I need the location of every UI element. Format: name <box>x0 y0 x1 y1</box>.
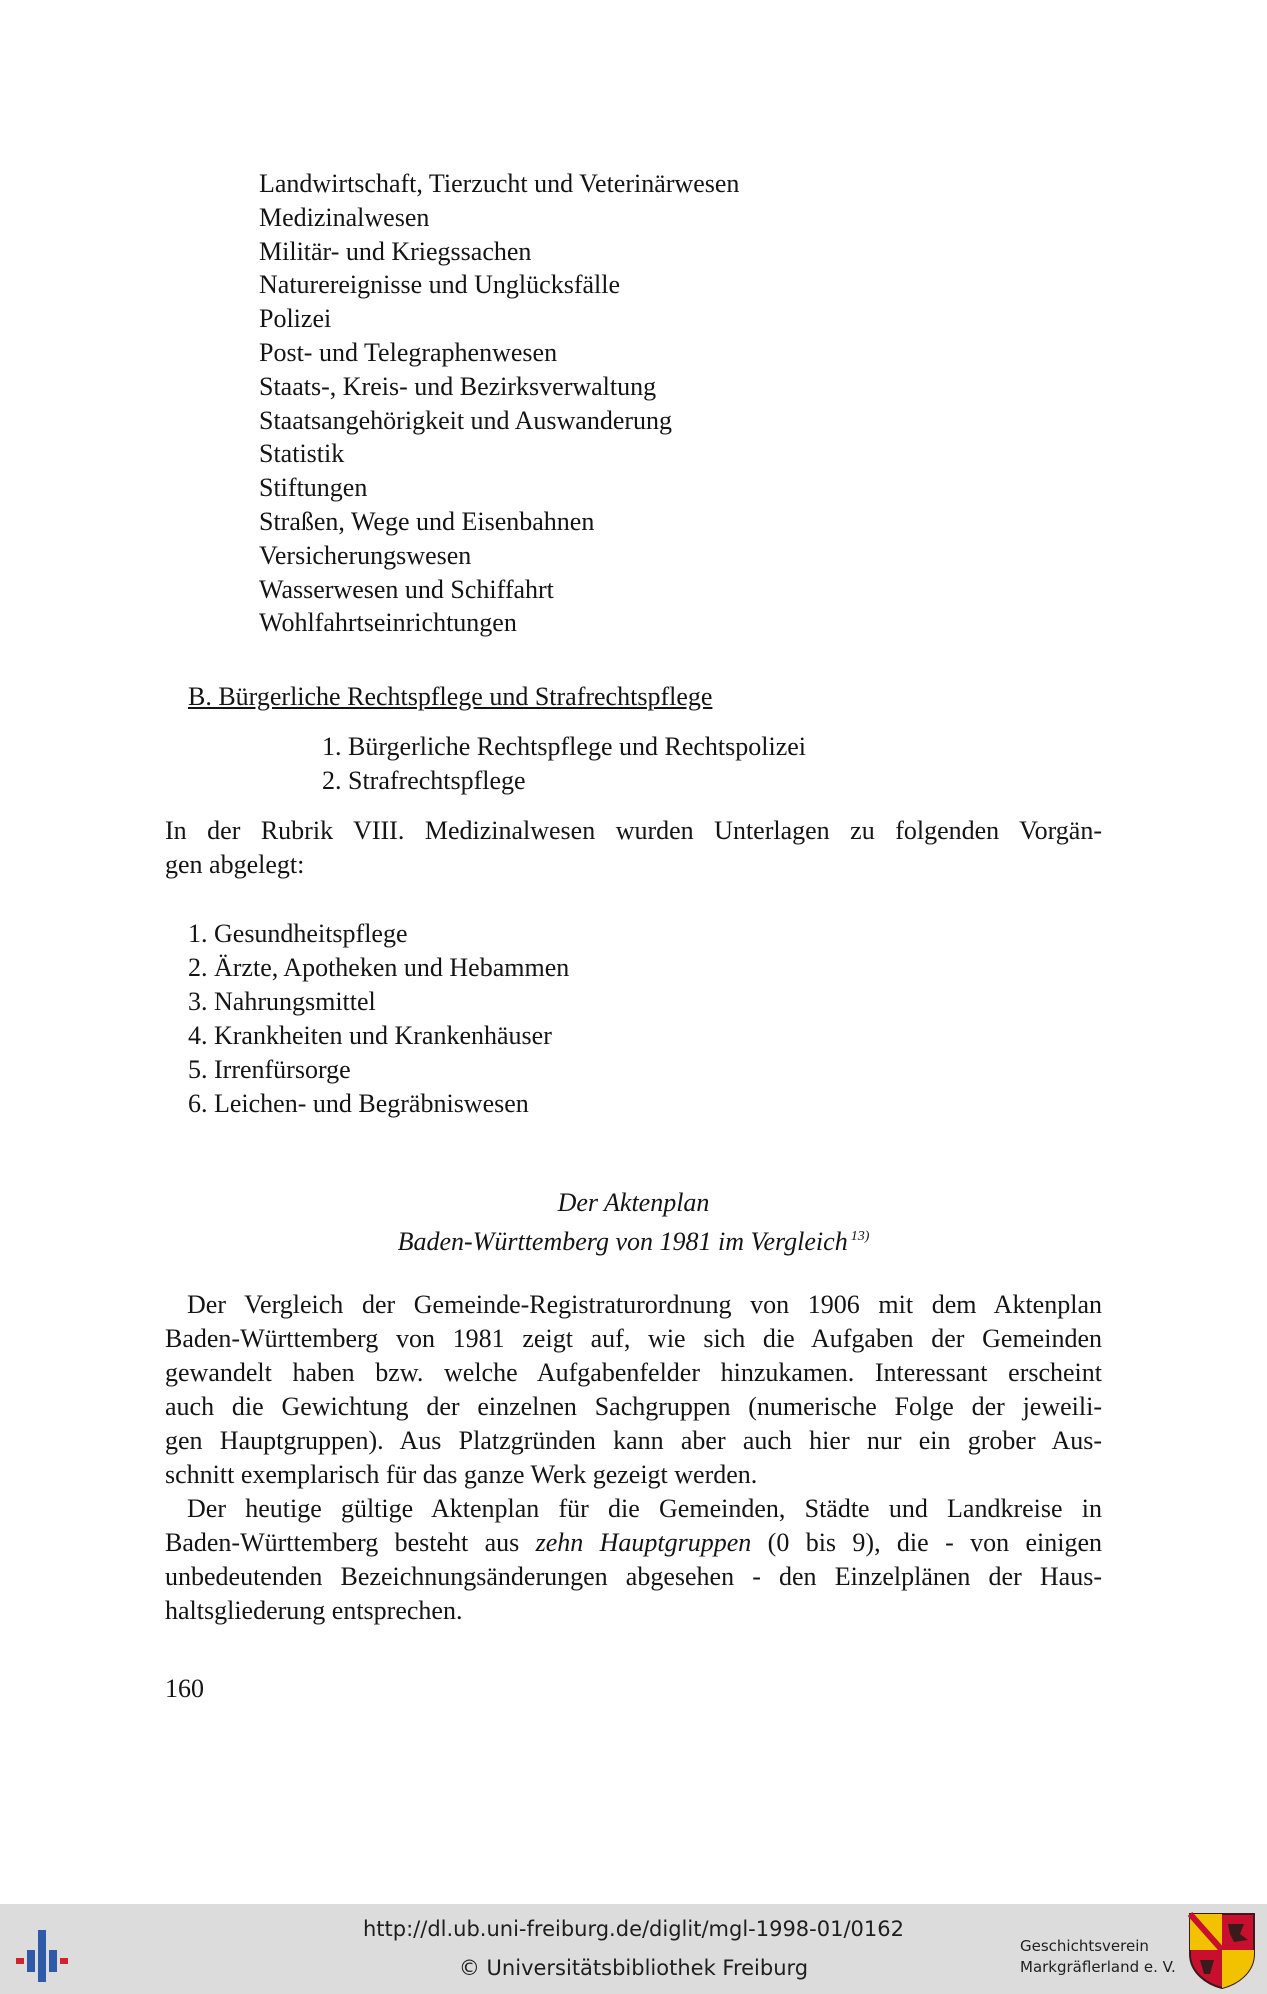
rubric-item <box>0 505 900 539</box>
medizinal-item: 3. Nahrungsmittel <box>188 987 376 1016</box>
rubric-item <box>0 437 900 471</box>
rubric-item <box>0 471 900 505</box>
paragraph-text: (0 bis 9), die - von einigen <box>751 1528 1102 1557</box>
rubric-label: Landwirtschaft, Tierzucht und Veterinärwesen <box>259 169 740 198</box>
paragraph-line <box>165 1288 1102 1322</box>
copyright-text: © Universitätsbibliothek Freiburg <box>458 1956 809 1980</box>
paragraph-line: schnitt exemplarisch für das ganze Werk gezeigt werden. <box>165 1460 758 1489</box>
intro-line: gen abgelegt: <box>165 850 305 879</box>
society-name-line: Geschichtsverein <box>1020 1937 1149 1955</box>
rubric-label: Naturereignisse und Unglücksfälle <box>259 270 621 300</box>
rubric-label: Versicherungswesen <box>259 540 472 570</box>
paragraph-line <box>165 1526 1102 1560</box>
paragraph-line: auch die Gewichtung der einzelnen Sachgruppen (numerische Folge der jeweili- <box>165 1392 1102 1421</box>
section-b-list <box>322 730 806 798</box>
rubric-item <box>0 606 900 640</box>
rubric-item <box>0 370 900 404</box>
medizinal-list <box>188 917 569 1121</box>
medizinal-item: 5. Irrenfürsorge <box>188 1055 351 1084</box>
rubric-label: Straßen, Wege und Eisenbahnen <box>259 507 595 536</box>
rubric-label: Stiftungen <box>259 473 368 503</box>
paragraph-line <box>165 1492 1102 1526</box>
rubric-item <box>0 167 900 201</box>
rubric-item <box>0 268 900 302</box>
paragraph-line: haltsgliederung entsprechen. <box>165 1596 463 1625</box>
rubric-label: Wohlfahrtseinrichtungen <box>259 608 517 638</box>
rubric-item <box>0 573 900 607</box>
rubric-label: Statistik <box>259 439 345 469</box>
intro-paragraph <box>165 814 1102 882</box>
section-b-title: B. Bürgerliche Rechtspflege und Strafrechtspflege <box>188 682 713 711</box>
rubric-label: Polizei <box>259 304 332 334</box>
paragraph-1 <box>165 1288 1102 1492</box>
section-b-item: 2. Strafrechtspflege <box>322 766 526 795</box>
paragraph-line: gewandelt haben bzw. welche Aufgabenfelder hinzukamen. Interessant erscheint <box>165 1358 1102 1387</box>
medizinal-item: 1. Gesundheitspflege <box>188 919 408 948</box>
paragraph-line: gen Hauptgruppen). Aus Platzgründen kann aber auch hier nur ein grober Aus- <box>165 1426 1102 1455</box>
medizinal-item: 4. Krankheiten und Krankenhäuser <box>188 1021 552 1050</box>
section-b-item: 1. Bürgerliche Rechtspflege und Rechtspolizei <box>322 732 806 761</box>
paragraph-line-text: Der Vergleich der Gemeinde-Registraturordnung von 1906 mit dem Aktenplan <box>187 1290 1102 1319</box>
rubric-item <box>0 302 900 336</box>
rubric-label: Post- und Telegraphenwesen <box>259 338 558 367</box>
footnote-marker: 13) <box>850 1229 870 1244</box>
rubric-label: Staatsangehörigkeit und Auswanderung <box>259 405 673 435</box>
rubric-label: Staats-, Kreis- und Bezirksverwaltung <box>259 371 657 401</box>
paragraph-line-text: Der heutige gültige Aktenplan für die Gemeinden, Städte und Landkreise in <box>187 1494 1102 1523</box>
rubric-item <box>0 404 900 438</box>
rubric-label: Wasserwesen und Schiffahrt <box>259 574 554 604</box>
section-heading: Der Aktenplan <box>557 1188 710 1217</box>
coat-of-arms-icon[interactable] <box>1186 1910 1258 1990</box>
rubric-item <box>0 336 900 370</box>
paragraph-2 <box>165 1492 1102 1628</box>
medizinal-item: 6. Leichen- und Begräbniswesen <box>188 1089 529 1118</box>
rubric-item <box>0 539 900 573</box>
rubric-item <box>0 201 900 235</box>
paragraph-line: unbedeutenden Bezeichnungsänderungen abgesehen - den Einzelplänen der Haus- <box>165 1562 1102 1591</box>
paragraph-text: Baden-Württemberg besteht aus <box>165 1528 536 1557</box>
rubric-item <box>0 235 900 269</box>
intro-line: In der Rubrik VIII. Medizinalwesen wurden Unterlagen zu folgenden Vorgän- <box>165 816 1102 845</box>
viewer-footer <box>0 1904 1267 1994</box>
page-number: 160 <box>165 1674 204 1703</box>
rubric-label: Medizinalwesen <box>259 202 430 232</box>
subheading-text: Baden-Württemberg von 1981 im Vergleich <box>397 1227 848 1256</box>
society-name <box>1020 1936 1176 1978</box>
document-url-link[interactable]: http://dl.ub.uni-freiburg.de/diglit/mgl-1998-01/0162 <box>362 1917 904 1941</box>
emphasis-text: zehn Hauptgruppen <box>535 1528 752 1557</box>
medizinal-item: 2. Ärzte, Apotheken und Hebammen <box>188 953 570 982</box>
society-name-line: Markgräflerland e. V. <box>1020 1958 1176 1976</box>
paragraph-line: Baden-Württemberg von 1981 zeigt auf, wie sich die Aufgaben der Gemeinden <box>165 1324 1102 1353</box>
rubric-label: Militär- und Kriegssachen <box>259 236 532 266</box>
section-subheading <box>0 1220 1267 1259</box>
